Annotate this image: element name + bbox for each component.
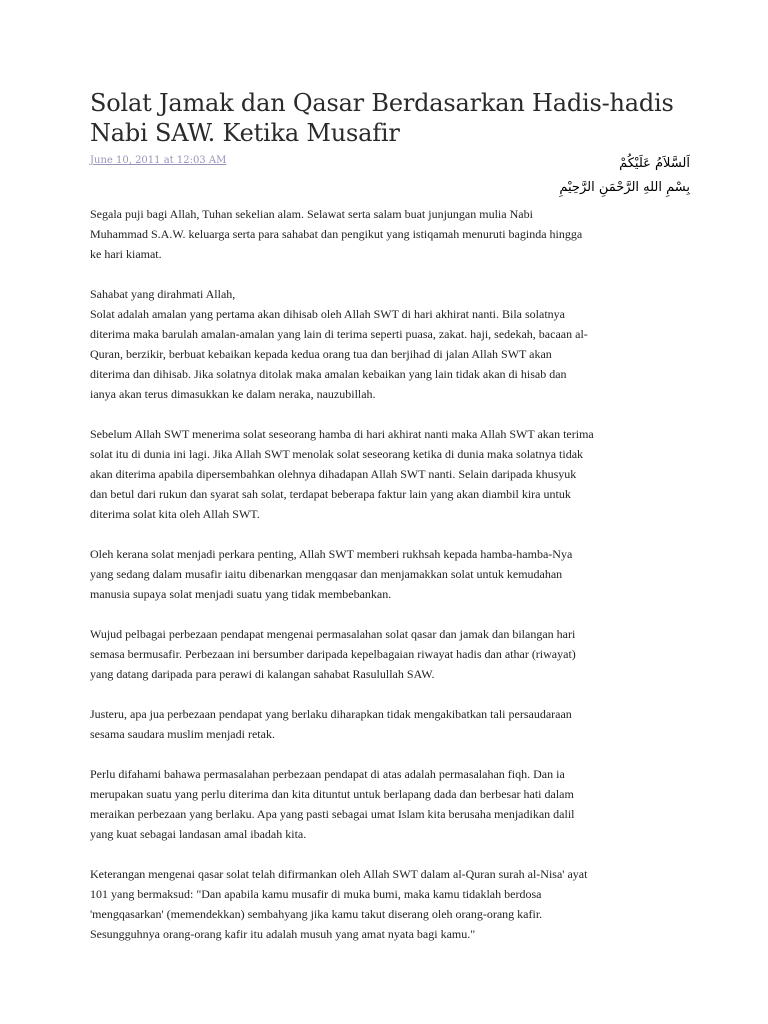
article-title: Solat Jamak dan Qasar Berdasarkan Hadis-hadis Nabi SAW. Ketika Musafir [90,89,674,147]
paragraph-line: dan betul dari rukun dan syarat sah solat, terdapat beberapa faktur lain yang akan diambil kira untuk [90,487,571,501]
article [90,88,690,941]
article-body [90,204,690,964]
paragraph-line: Sebelum Allah SWT menerima solat seseorang hamba di hari akhirat nanti maka Allah SWT akan terima [90,427,594,441]
paragraph-line: Perlu difahami bahawa permasalahan perbezaan pendapat di atas adalah permasalahan fiqh. Dan ia [90,767,565,781]
paragraph-line: Oleh kerana solat menjadi perkara penting, Allah SWT memberi rukhsah kepada hamba-hamba-Nya [90,547,573,561]
paragraph-line: ianya akan terus dimasukkan ke dalam neraka, nauzubillah. [90,387,376,401]
article-paragraph [90,704,690,744]
paragraph-line: merupakan suatu yang perlu diterima dan kita dituntut untuk berlapang dada dan berbesar hati dalam [90,787,574,801]
paragraph-line: Solat adalah amalan yang pertama akan dihisab oleh Allah SWT di hari akhirat nanti. Bila solatnya [90,307,565,321]
paragraph-line: meraikan perbezaan yang berlaku. Apa yang pasti sebagai umat Islam kita berusaha menjadikan dalil [90,807,575,821]
paragraph-line: solat itu di dunia ini lagi. Jika Allah SWT menolak solat seseorang ketika di dunia maka solatnya tidak [90,447,584,461]
article-paragraph [90,424,690,524]
paragraph-line: 'mengqasarkan' (memendekkan) sembahyang jika kamu takut diserang oleh orang-orang kafir. [90,907,543,921]
paragraph-line: 101 yang bermaksud: "Dan apabila kamu musafir di muka bumi, maka kamu tidaklah berdosa [90,887,542,901]
paragraph-line: Justeru, apa jua perbezaan pendapat yang berlaku diharapkan tidak mengakibatkan tali persaudaraan [90,707,572,721]
article-paragraph [90,204,690,264]
post-date-link[interactable]: June 10, 2011 at 12:03 AM [90,155,227,166]
arabic-greeting: اَلسَّلاَمُ عَلَيْكُمْ [619,156,690,171]
paragraph-line: manusia supaya solat menjadi suatu yang tidak membebankan. [90,587,392,601]
paragraph-line: Sahabat yang dirahmati Allah, [90,287,236,301]
paragraph-line: Wujud pelbagai perbezaan pendapat mengenai permasalahan solat qasar dan jamak dan bilangan hari [90,627,576,641]
paragraph-line: Muhammad S.A.W. keluarga serta para sahabat dan pengikut yang istiqamah menuruti baginda hingga [90,227,583,241]
paragraph-line: ke hari kiamat. [90,247,162,261]
paragraph-line: yang datang daripada para perawi di kalangan sahabat Rasulullah SAW. [90,667,435,681]
paragraph-line: diterima maka barulah amalan-amalan yang lain di terima seperti puasa, zakat. haji, sedekah, bacaan al- [90,327,588,341]
paragraph-line: sesama saudara muslim menjadi retak. [90,727,275,741]
article-paragraph [90,544,690,604]
paragraph-line: semasa bermusafir. Perbezaan ini bersumber daripada kepelbagaian riwayat hadis dan athar (riwayat) [90,647,576,661]
paragraph-line: Keterangan mengenai qasar solat telah difirmankan oleh Allah SWT dalam al-Quran surah al-Nisa' ayat [90,867,588,881]
paragraph-line: Sesungguhnya orang-orang kafir itu adalah musuh yang amat nyata bagi kamu." [90,927,476,941]
paragraph-line: yang kuat sebagai landasan amal ibadah kita. [90,827,307,841]
paragraph-line: akan diterima apabila dipersembahkan olehnya dihadapan Allah SWT nanti. Selain daripada khusyuk [90,467,577,481]
paragraph-line: Quran, berzikir, berbuat kebaikan kepada kedua orang tua dan berjihad di jalan Allah SWT akan [90,347,552,361]
paragraph-line: Segala puji bagi Allah, Tuhan sekelian alam. Selawat serta salam buat junjungan mulia Nabi [90,207,533,221]
article-paragraph [90,284,690,404]
article-paragraph [90,624,690,684]
article-paragraph [90,764,690,844]
paragraph-line: diterima solat kita oleh Allah SWT. [90,507,260,521]
arabic-basmala: بِسْمِ اللهِ الرَّحْمَنِ الرَّحِيْمِ [559,180,690,195]
article-paragraph [90,864,690,944]
paragraph-line: yang sedang dalam musafir iaitu dibenarkan mengqasar dan menjamakkan solat untuk kemudahan [90,567,563,581]
paragraph-line: diterima dan dihisab. Jika solatnya ditolak maka amalan kebaikan yang lain tidak akan di hisab dan [90,367,567,381]
